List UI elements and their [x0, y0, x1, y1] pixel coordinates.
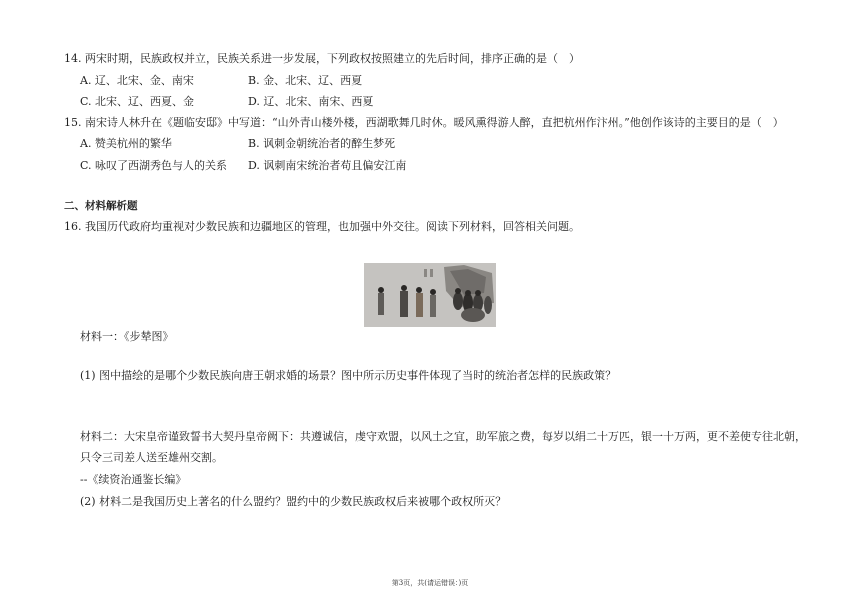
q15-option-c: C. 咏叹了西湖秀色与人的关系: [80, 159, 228, 172]
q15-stem: 15. 南宋诗人林升在《题临安邸》中写道：“山外青山楼外楼，西湖歌舞几时休。暖风熏得游人醉，直把杭州作汴州。”他创作该诗的主要目的是（ ）: [64, 116, 784, 129]
bunian-painting-image: [364, 263, 496, 327]
q14-option-b: B. 金、北宋、辽、西夏: [248, 74, 363, 87]
page-footer: 第3页，共(请运错误：)页: [391, 579, 469, 587]
material-2-line-1: 材料二：大宋皇帝谨致誓书大契丹皇帝阙下：共遵诚信，虔守欢盟，以风土之宜，助军旅之费，每岁以绢二十万匹，银一十万两，更不差使专往北朝，: [80, 430, 806, 443]
q14-stem: 14. 两宋时期，民族政权并立，民族关系进一步发展，下列政权按照建立的先后时间，排序正确的是（ ）: [64, 52, 580, 65]
q16-sub-question-2: (2) 材料二是我国历史上著名的什么盟约？盟约中的少数民族政权后来被哪个政权所灭？: [80, 495, 507, 508]
q14-option-d: D. 辽、北宋、南宋、西夏: [248, 95, 374, 108]
material-2-line-2: 只令三司差人送至雄州交割。: [80, 451, 223, 464]
section-title: 二、材料解析题: [64, 200, 138, 212]
q14-option-a: A. 辽、北宋、金、南宋: [80, 74, 194, 87]
q16-stem: 16. 我国历代政府均重视对少数民族和边疆地区的管理，也加强中外交往。阅读下列材料，回答相关问题。: [64, 220, 580, 233]
q15-option-a: A. 赞美杭州的繁华: [80, 137, 172, 150]
q14-option-c: C. 北宋、辽、西夏、金: [80, 95, 195, 108]
material-2-source: --《续资治通鉴长编》: [80, 473, 187, 486]
material-1-label: 材料一：《步辇图》: [80, 330, 174, 343]
q16-sub-question-1: (1) 图中描绘的是哪个少数民族向唐王朝求婚的场景？图中所示历史事件体现了当时的统治者怎样的民族政策？: [80, 369, 617, 382]
painting-illustration: [364, 263, 496, 327]
q15-option-d: D. 讽刺南宋统治者苟且偏安江南: [248, 159, 407, 172]
q15-option-b: B. 讽刺金朝统治者的醉生梦死: [248, 137, 396, 150]
